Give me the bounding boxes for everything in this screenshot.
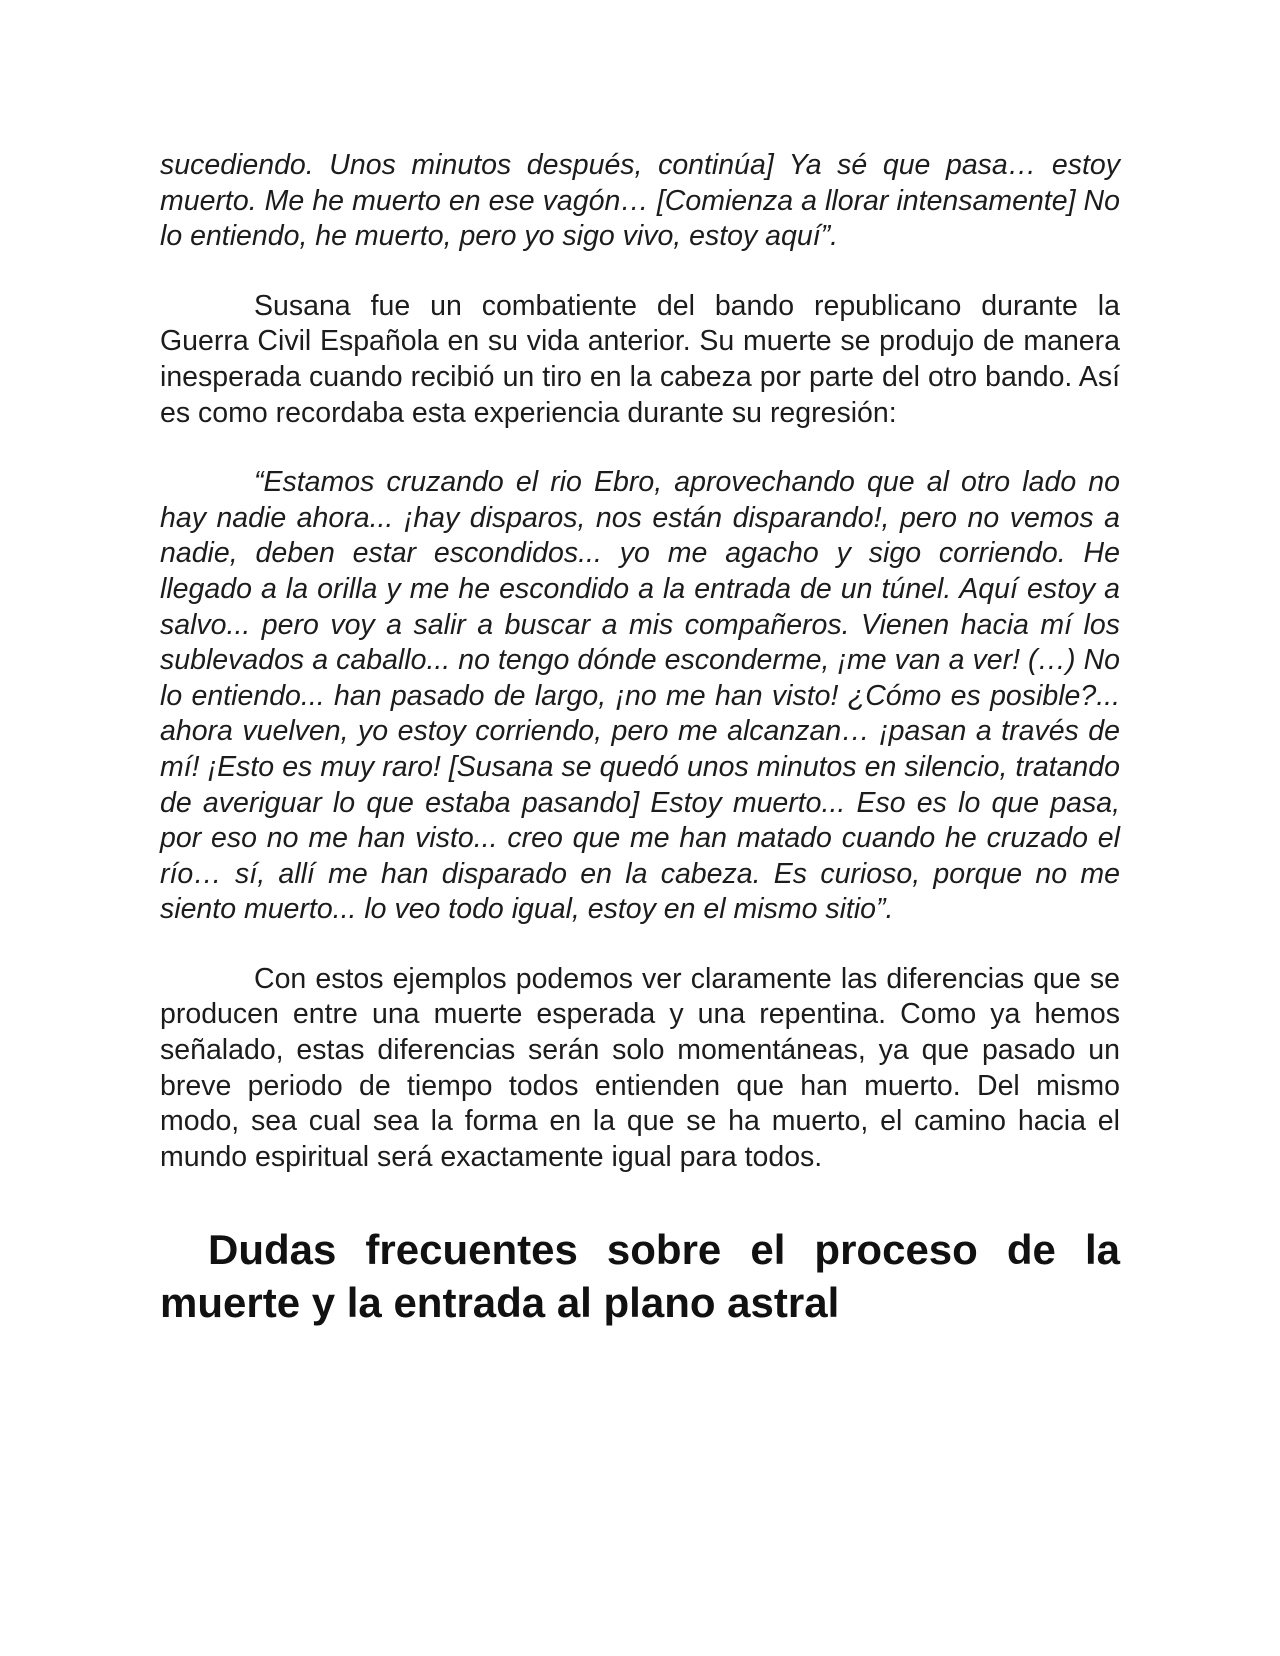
quote-continuation-paragraph: sucediendo. Unos minutos después, continúa] Ya sé que pasa… estoy muerto. Me he muerto en ese vagón… [Comienza a llorar intensamente] No lo entiendo, he muerto, pero yo sigo vivo, estoy aquí”.	[160, 149, 1120, 253]
section-heading: Dudas frecuentes sobre el proceso de la muerte y la entrada al plano astral	[160, 1226, 1120, 1327]
document-page	[160, 148, 1120, 1329]
narrative-paragraph-susana: Susana fue un combatiente del bando republicano durante la Guerra Civil Española en su vida anterior. Su muerte se produjo de manera inesperada cuando recibió un tiro en la cabeza por parte del otro bando. Así es como recordaba esta experiencia durante su regresión:	[160, 289, 1120, 429]
narrative-paragraph-conclusion: Con estos ejemplos podemos ver claramente las diferencias que se producen entre una muerte esperada y una repentina. Como ya hemos señalado, estas diferencias serán solo momentáneas, ya que pasado un breve periodo de tiempo todos entienden que han muerto. Del mismo modo, sea cual sea la forma en la que se ha muerto, el camino hacia el mundo espiritual será exactamente igual para todos.	[160, 962, 1120, 1173]
quote-paragraph-ebro: “Estamos cruzando el rio Ebro, aprovechando que al otro lado no hay nadie ahora... ¡hay disparos, nos están disparando!, pero no vemos a nadie, deben estar escondidos... yo me agacho y sigo corriendo. He llegado a la orilla y me he escondido a la entrada de un túnel. Aquí estoy a salvo... pero voy a salir a buscar a mis compañeros. Vienen hacia mí los sublevados a caballo... no tengo dónde esconderme, ¡me van a ver! (…) No lo entiendo... han pasado de largo, ¡no me han visto! ¿Cómo es posible?... ahora vuelven, yo estoy corriendo, pero me alcanzan… ¡pasan a través de mí! ¡Esto es muy raro! [Susana se quedó unos minutos en silencio, tratando de averiguar lo que estaba pasando] Estoy muerto... Eso es lo que pasa, por eso no me han visto... creo que me han matado cuando he cruzado el río… sí, allí me han disparado en la cabeza. Es curioso, porque no me siento muerto... lo veo todo igual, estoy en el mismo sitio”.	[160, 466, 1120, 926]
